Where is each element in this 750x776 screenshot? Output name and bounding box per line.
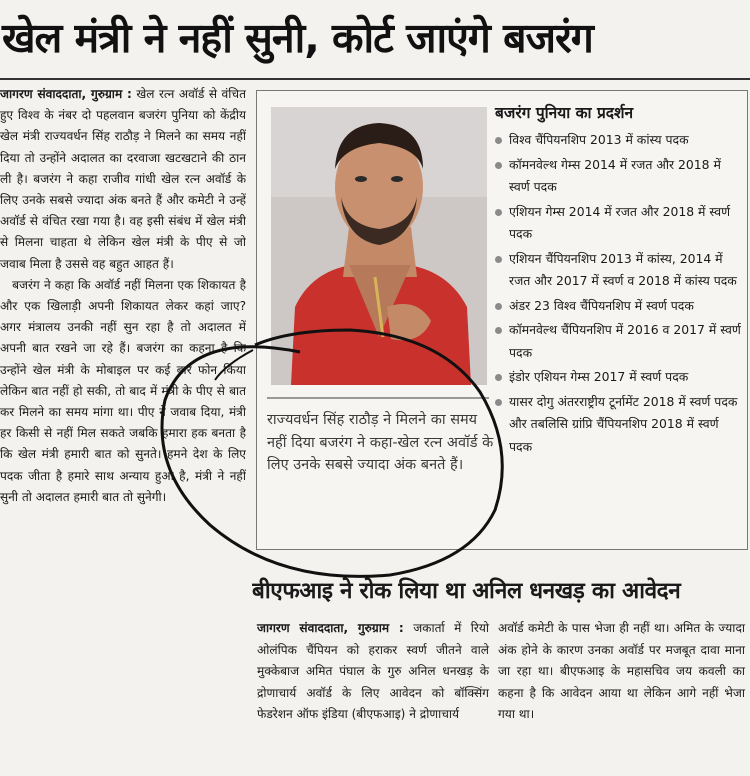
headline-rule xyxy=(0,78,750,80)
left-article-para2: बजरंग ने कहा कि अवॉर्ड नहीं मिलना एक शिकायत है और एक खिलाड़ी अपनी शिकायत लेकर कहां जाए? अगर मंत्रालय उनकी नहीं सुन रहा है तो अदालत में अपनी बात रखने जा रहे हैं। बजरंग का कहना है कि उन्होंने खेल मंत्री के मोबाइल पर कई बार फोन किया लेकिन बात नहीं हो सकी, तो बाद में मंत्री के पीए से बात कर मिलने का समय मांगा था। पीए ने जवाब दिया, मंत्री हर किसी से नहीं मिल सकते जबकि हमारा हक बनता है कि खेल मंत्री हमारी बात को सुनते। हमने देश के लिए पदक जीता है हमारे साथ अन्याय हुआ है, मंत्री ने नहीं सुनी तो अदालत हमारी बात तो सुनेगी। xyxy=(0,277,246,504)
performance-item xyxy=(493,391,745,459)
bullet-icon xyxy=(495,209,502,216)
sub-headline: बीएफआइ ने रोक लिया था अनिल धनखड़ का आवेदन xyxy=(252,578,681,604)
bullet-icon xyxy=(495,162,502,169)
left-article-byline: जागरण संवाददाता, गुरुग्राम : xyxy=(0,87,132,101)
performance-item-text: कॉमनवेल्थ चैंपियनशिप में 2016 व 2017 में स्वर्ण पदक xyxy=(509,322,741,360)
performance-item-text: एशियन गेम्स 2014 में रजत और 2018 में स्वर्ण पदक xyxy=(509,203,731,241)
performance-item xyxy=(493,366,745,389)
sub-article-col1-text: जकार्ता में रियो ओलंपिक चैंपियन को हराकर स्वर्ण जीतने वाले मुक्केबाज अमित पंघाल के गुरु अनिल धनखड़ के द्रोणाचार्य अवॉर्ड के लिए आवेदन को बॉक्सिंग फेडरेशन ऑफ इंडिया (बीएफआइ) ने द्रोणाचार्य xyxy=(257,621,489,721)
info-box xyxy=(256,90,748,550)
headline: खेल मंत्री ने नहीं सुनी, कोर्ट जाएंगे बजरंग xyxy=(2,14,593,62)
bullet-icon xyxy=(495,137,502,144)
performance-item xyxy=(493,319,745,364)
quote-rule xyxy=(267,397,489,399)
sub-article-col1 xyxy=(257,618,489,726)
bajrang-photo xyxy=(271,107,487,385)
performance-list xyxy=(493,129,745,458)
performance-panel xyxy=(493,101,745,460)
performance-item xyxy=(493,154,745,199)
left-article-para1-text: खेल रत्न अवॉर्ड से वंचित हुए विश्व के नंबर दो पहलवान बजरंग पुनिया को केंद्रीय खेल मंत्री राज्यवर्धन सिंह राठौड़ ने मिलने का समय नहीं दिया तो उन्होंने अदालत का दरवाजा खटखटाने की ठान ली है। बजरंग ने कहा राजीव गांधी खेल रत्न अवॉर्ड के लिए उनके सबसे ज्यादा अंक बनते हैं और कमेटी ने उन्हें अवॉर्ड से वंचित रखा गया है। वह इसी संबंध में खेल मंत्री से मिलना चाहता थे लेकिन खेल मंत्री के पीए से जो जवाब मिला है उससे वह बहुत आहत हैं। xyxy=(0,87,246,271)
bullet-icon xyxy=(495,327,502,334)
bullet-icon xyxy=(495,374,502,381)
bullet-icon xyxy=(495,399,502,406)
performance-item xyxy=(493,129,745,152)
performance-item-text: यासर दोगु अंतरराष्ट्रीय टूर्नामेंट 2018 में स्वर्ण पदक और तबलिसि ग्रांप्रि चैंपियनशिप 2018 में स्वर्ण पदक xyxy=(509,393,738,454)
performance-item xyxy=(493,295,745,318)
left-article-para1 xyxy=(0,84,246,275)
performance-title: बजरंग पुनिया का प्रदर्शन xyxy=(495,104,634,122)
performance-item-text: विश्व चैंपियनशिप 2013 में कांस्य पदक xyxy=(509,132,689,147)
performance-item-text: कॉमनवेल्थ गेम्स 2014 में रजत और 2018 में स्वर्ण पदक xyxy=(509,156,721,194)
sub-article-col2: अवॉर्ड कमेटी के पास भेजा ही नहीं था। अमित के ज्यादा अंक होने के कारण उनका अवॉर्ड पर मजबूत दावा माना जा रहा था। बीएफआइ के महासचिव जय कवली का कहना है कि आवेदन आया था लेकिन आगे नहीं भेजा गया था। xyxy=(498,621,745,721)
performance-item-text: इंडोर एशियन गेम्स 2017 में स्वर्ण पदक xyxy=(509,369,689,384)
left-article xyxy=(0,84,246,774)
performance-item xyxy=(493,248,745,293)
bullet-icon xyxy=(495,256,502,263)
bullet-icon xyxy=(495,303,502,310)
performance-item-text: एशियन चैंपियनशिप 2013 में कांस्य, 2014 में रजत और 2017 में स्वर्ण व 2018 में कांस्य पदक xyxy=(509,250,737,288)
performance-item xyxy=(493,201,745,246)
pull-quote: राज्यवर्धन सिंह राठौड़ ने मिलने का समय नहीं दिया बजरंग ने कहा-खेल रत्न अवॉर्ड के लिए उनके सबसे ज्यादा अंक बनते हैं। xyxy=(267,412,494,473)
performance-item-text: अंडर 23 विश्व चैंपियनशिप में स्वर्ण पदक xyxy=(509,297,694,313)
sub-article-byline: जागरण संवाददाता, गुरुग्राम : xyxy=(257,621,404,635)
